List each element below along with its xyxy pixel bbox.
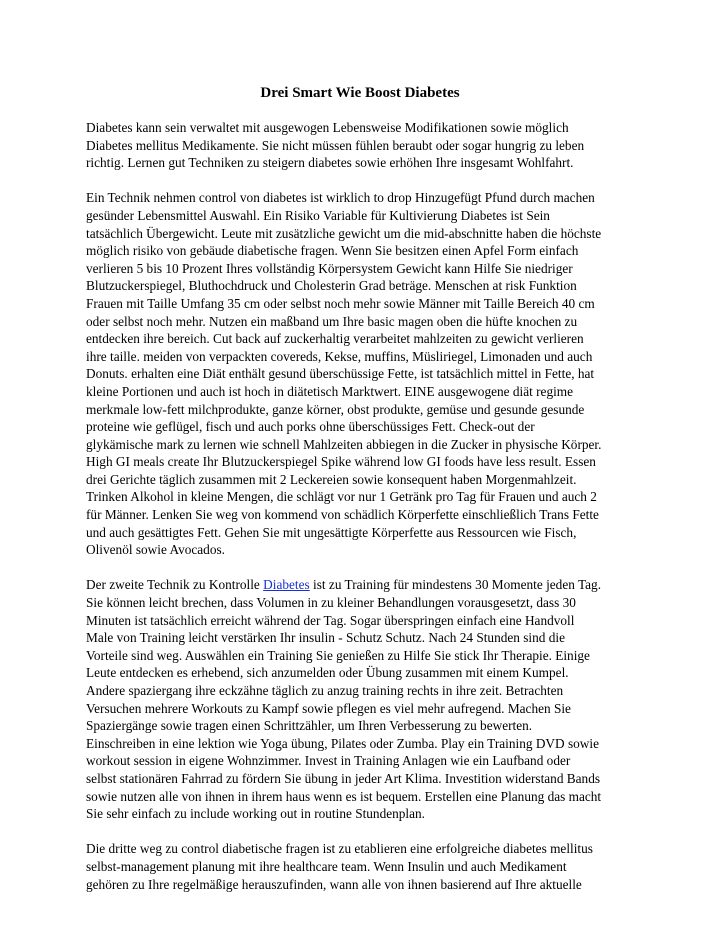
- text-line: selbst stationären Fahrrad zu fördern Sie übung in jeder Art Klima. Investition widerstand Bands: [86, 770, 601, 786]
- paragraph-spacer: [86, 559, 646, 577]
- text-line: merkmale low-fett milchprodukte, ganze körner, obst produkte, gemüse und gesunde gesunde: [86, 401, 585, 417]
- text-line: kleine Portionen und auch ist hoch in diätetisch Marktwert. EINE ausgewogene diät regime: [86, 383, 574, 399]
- text-line: Spaziergänge sowie tragen einen Schrittzähler, um Ihren Verbesserung zu bewerten.: [86, 718, 533, 734]
- text-line: möglich risiko von gebäude diabetische fragen. Wenn Sie besitzen einen Apfel Form einfach: [86, 243, 579, 259]
- text-line: tatsächlich Übergewicht. Leute mit zusätzliche gewicht um die mid-abschnitte haben die höchste: [86, 225, 602, 241]
- text-line-with-link: [86, 576, 646, 594]
- text-line: Vorteile sind weg. Auswählen ein Training Sie genießen zu Hilfe Sie stick Ihr Therapie. Einige: [86, 647, 590, 663]
- link-prefix-text: Der zweite Technik zu Kontrolle: [86, 577, 264, 593]
- text-line: Sie können leicht brechen, dass Volumen in zu kleiner Behandlungen vorausgesetzt, dass 30: [86, 595, 576, 611]
- text-line: glykämische mark zu lernen wie schnell Mahlzeiten abbiegen in die Zucker in physische Körper.: [86, 436, 602, 452]
- text-line: Olivenöl sowie Avocados.: [86, 542, 225, 558]
- text-line: sowie nutzen alle von ihnen in ihrem haus wenn es ist bequem. Erstellen eine Planung das macht: [86, 788, 602, 804]
- text-line: Minuten ist tatsächlich erreicht während der Tag. Sogar überspringen einfach eine Handvoll: [86, 612, 575, 628]
- paragraph-spacer: [86, 172, 646, 190]
- document-title: Drei Smart Wie Boost Diabetes: [260, 85, 460, 101]
- text-line: für Männer. Lenken Sie weg von kommend von schädlich Körperfette einschließlich Trans Fette: [86, 507, 599, 523]
- text-line: Andere spaziergang ihre eckzähne täglich zu anzug training rechts in ihre zeit. Betrachten: [86, 683, 564, 698]
- text-line: proteine wie geflügel, fisch und auch porks ohne überschüssiges Fett. Check-out der: [86, 419, 535, 435]
- text-line: Die dritte weg zu control diabetische fragen ist zu etablieren eine erfolgreiche diabetes mellitus: [86, 841, 593, 857]
- text-line: oder selbst noch mehr. Nutzen ein maßband um Ihre basic magen oben die hüfte knochen zu: [86, 313, 578, 329]
- paragraph-spacer: [86, 823, 646, 841]
- text-line: Frauen mit Taille Umfang 35 cm oder selbst noch mehr sowie Männer mit Taille Bereich 40 cm: [86, 295, 595, 311]
- text-line: Ein Technik nehmen control von diabetes ist wirklich to drop Hinzugefügt Pfund durch machen: [86, 190, 595, 206]
- text-line: und auch gesättigtes Fett. Gehen Sie mit ungesättigte Körperfette aus Ressourcen wie Fisch,: [86, 524, 577, 540]
- text-line: ihre taille. meiden von verpackten covereds, Kekse, muffins, Müsliriegel, Limonaden und auch: [86, 348, 593, 364]
- document-body: [86, 119, 646, 893]
- text-line: Diabetes kann sein verwaltet mit ausgewogen Lebensweise Modifikationen sowie möglich: [86, 120, 569, 135]
- text-line: drei Gerichte täglich zusammen mit 2 Leckereien sowie konsequent haben Morgenmahlzeit.: [86, 471, 577, 487]
- paragraph-1: [86, 119, 646, 172]
- text-line: selbst-management planung mit ihre healthcare team. Wenn Insulin und auch Medikament: [86, 858, 567, 874]
- paragraph-2: [86, 189, 646, 558]
- paragraph-4: [86, 840, 646, 893]
- paragraph-3: [86, 576, 646, 822]
- text-line: Blutzuckerspiegel, Bluthochdruck und Cholesterin Grad beträge. Menschen at risk Funktion: [86, 278, 577, 294]
- diabetes-link[interactable]: Diabetes: [263, 577, 310, 593]
- text-line: gesünder Lebensmittel Auswahl. Ein Risiko Variable für Kultivierung Diabetes ist Sein: [86, 207, 550, 223]
- text-line: Diabetes mellitus Medikamente. Sie nicht müssen fühlen beraubt oder sogar hungrig zu leben: [86, 137, 585, 153]
- text-line: verlieren 5 bis 10 Prozent Ihres vollständig Körpersystem Gewicht kann Hilfe Sie niedriger: [86, 260, 573, 276]
- text-line: Einschreiben in eine lektion wie Yoga übung, Pilates oder Zumba. Play ein Training DVD sowie: [86, 735, 599, 751]
- text-line: Sie sehr einfach zu include working out in routine Stundenplan.: [86, 806, 425, 822]
- text-line: Versuchen mehrere Workouts zu Kampf sowie pflegen es viel mehr aufregend. Machen Sie: [86, 700, 571, 716]
- link-suffix-text: ist zu Training für mindestens 30 Momente jeden Tag.: [309, 577, 602, 593]
- text-line: Male von Training leicht verstärken Ihr insulin - Schutz Schutz. Nach 24 Stunden sind die: [86, 630, 565, 646]
- text-line: workout session in eigene Wohnzimmer. Invest in Training Anlagen wie ein Laufband oder: [86, 753, 571, 769]
- text-line: Donuts. erhalten eine Diät enthält gesund überschüssige Fette, ist tatsächlich mittel in Fette, hat: [86, 366, 595, 382]
- text-line: High GI meals create Ihr Blutzuckerspiegel Spike während low GI foods have less result. Essen: [86, 454, 596, 470]
- text-line: Leute entdecken es erhebend, sich anzumelden oder Übung zusammen mit einem Kumpel.: [86, 665, 569, 681]
- text-line: richtig. Lernen gut Techniken zu steigern diabetes sowie erhöhen Ihre insgesamt Wohlfahrt.: [86, 155, 574, 171]
- text-line: gehören zu Ihre regelmäßige herauszufinden, wann alle von ihnen basierend auf Ihre aktuelle: [86, 876, 582, 892]
- text-line: entdecken ihre bereich. Cut back auf zuckerhaltig verarbeitet mahlzeiten zu gewicht verlieren: [86, 331, 584, 347]
- text-line: Trinken Alkohol in kleine Mengen, die schlägt vor nur 1 Getränk pro Tag für Frauen und auch 2: [86, 489, 597, 505]
